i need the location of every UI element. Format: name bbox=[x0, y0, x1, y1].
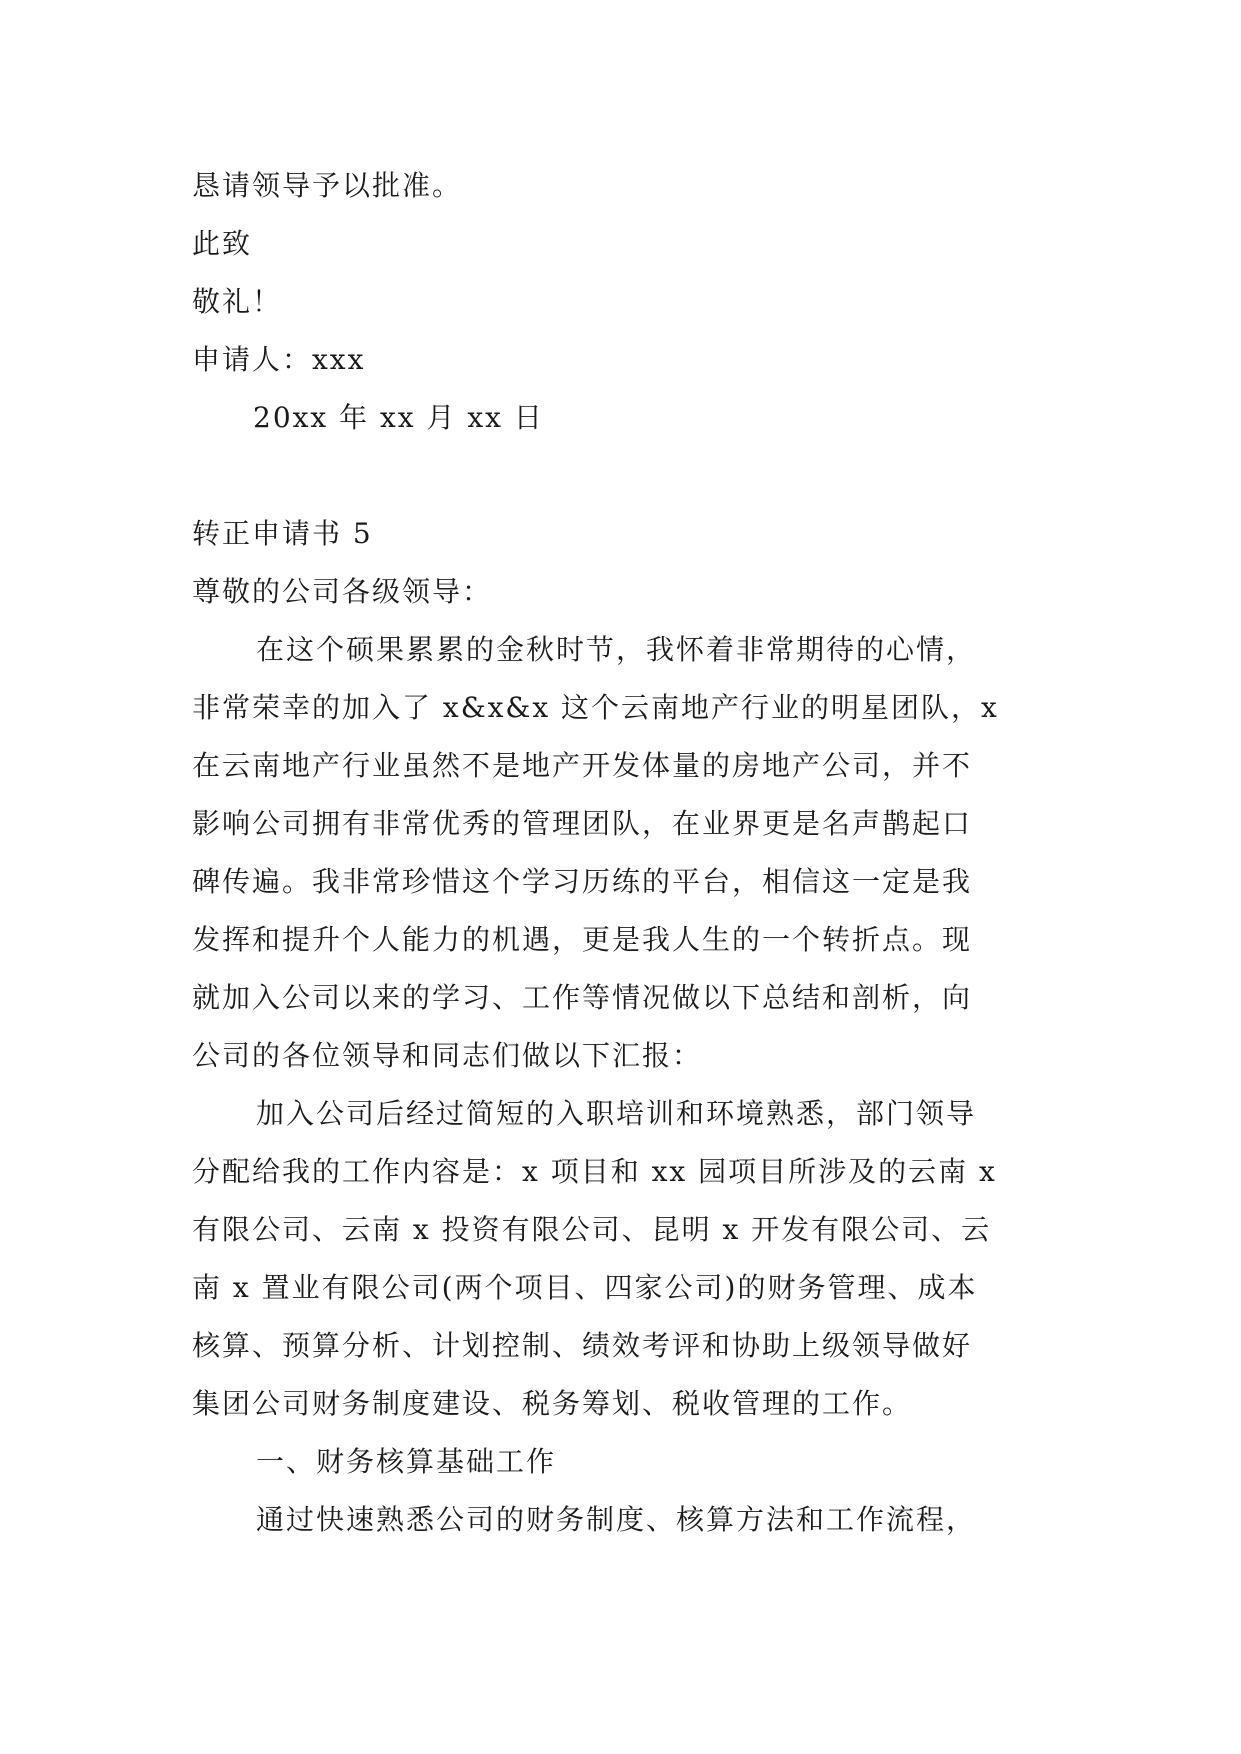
paragraph-line: 集团公司财务制度建设、税务筹划、税收管理的工作。 bbox=[192, 1387, 913, 1420]
regards: 敬礼！ bbox=[192, 285, 283, 318]
paragraph-line: 非常荣幸的加入了 x&x&x 这个云南地产行业的明星团队，x bbox=[192, 691, 999, 724]
request-line: 恳请领导予以批准。 bbox=[192, 169, 463, 202]
paragraph-line: 就加入公司以来的学习、工作等情况做以下总结和剖析，向 bbox=[192, 981, 973, 1014]
paragraph-line: 通过快速熟悉公司的财务制度、核算方法和工作流程， bbox=[256, 1503, 977, 1536]
paragraph-line: 影响公司拥有非常优秀的管理团队，在业界更是名声鹊起口 bbox=[192, 807, 973, 840]
date-line: 20xx 年 xx 月 xx 日 bbox=[253, 401, 544, 434]
letter-title: 转正申请书 5 bbox=[192, 517, 373, 550]
letter-greeting: 尊敬的公司各级领导： bbox=[192, 575, 493, 608]
paragraph-line: 发挥和提升个人能力的机遇，更是我人生的一个转折点。现 bbox=[192, 923, 973, 956]
paragraph-line: 碑传遍。我非常珍惜这个学习历练的平台，相信这一定是我 bbox=[192, 865, 973, 898]
paragraph-line: 有限公司、云南 x 投资有限公司、昆明 x 开发有限公司、云 bbox=[192, 1213, 992, 1246]
applicant-signature: 申请人：xxx bbox=[192, 343, 366, 376]
paragraph-line: 加入公司后经过简短的入职培训和环境熟悉，部门领导 bbox=[256, 1097, 977, 1130]
paragraph-line: 核算、预算分析、计划控制、绩效考评和协助上级领导做好 bbox=[192, 1329, 973, 1362]
paragraph-line: 在这个硕果累累的金秋时节，我怀着非常期待的心情， bbox=[256, 633, 977, 666]
salutation: 此致 bbox=[192, 227, 253, 260]
paragraph-line: 南 x 置业有限公司(两个项目、四家公司)的财务管理、成本 bbox=[192, 1271, 978, 1304]
paragraph-line: 在云南地产行业虽然不是地产开发体量的房地产公司，并不 bbox=[192, 749, 973, 782]
paragraph-line: 分配给我的工作内容是：x 项目和 xx 园项目所涉及的云南 x bbox=[192, 1155, 997, 1188]
section-heading: 一、财务核算基础工作 bbox=[256, 1445, 557, 1478]
paragraph-line: 公司的各位领导和同志们做以下汇报： bbox=[192, 1039, 703, 1072]
